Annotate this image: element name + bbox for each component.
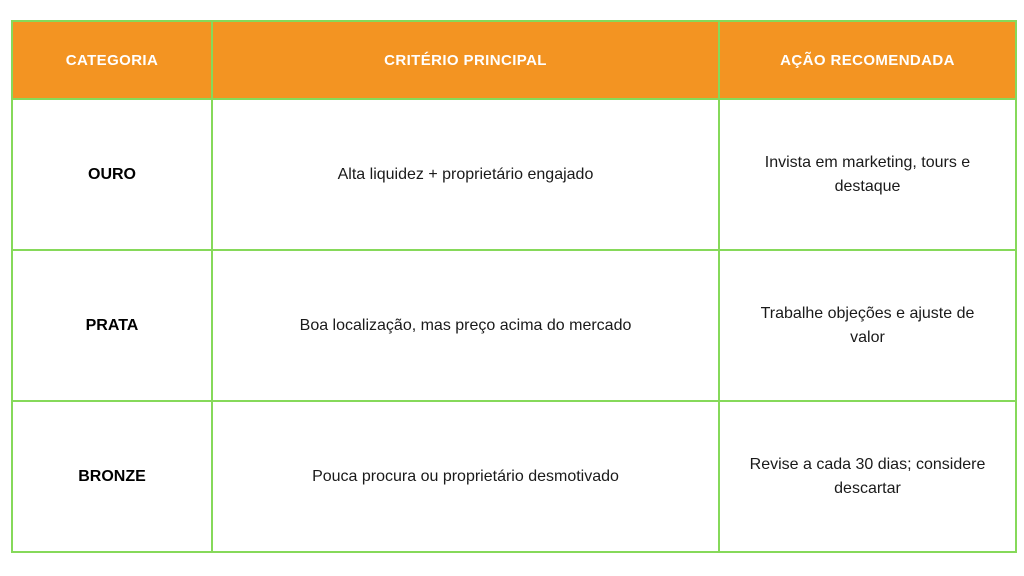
action-text: Revise a cada 30 dias; considere descartar <box>749 455 986 497</box>
header-acao-recomendada: AÇÃO RECOMENDADA <box>719 21 1016 99</box>
header-criterio-principal: CRITÉRIO PRINCIPAL <box>212 21 719 99</box>
header-categoria: CATEGORIA <box>12 21 212 99</box>
table-row <box>12 250 1016 401</box>
table-header <box>12 21 1016 99</box>
category-cell: OURO <box>12 99 212 250</box>
category-cell: PRATA <box>12 250 212 401</box>
table-body <box>12 99 1016 552</box>
criterion-cell: Alta liquidez + proprietário engajado <box>212 99 719 250</box>
criterion-cell: Boa localização, mas preço acima do mercado <box>212 250 719 401</box>
header-row <box>12 21 1016 99</box>
action-cell <box>719 401 1016 552</box>
table-row <box>12 99 1016 250</box>
action-text: Trabalhe objeções e ajuste de valor <box>760 304 975 346</box>
classification-table-container <box>11 20 1015 553</box>
criterion-cell: Pouca procura ou proprietário desmotivado <box>212 401 719 552</box>
action-text: Invista em marketing, tours e destaque <box>764 153 971 195</box>
action-cell <box>719 250 1016 401</box>
action-cell <box>719 99 1016 250</box>
table-row <box>12 401 1016 552</box>
classification-table <box>11 20 1017 553</box>
category-cell: BRONZE <box>12 401 212 552</box>
